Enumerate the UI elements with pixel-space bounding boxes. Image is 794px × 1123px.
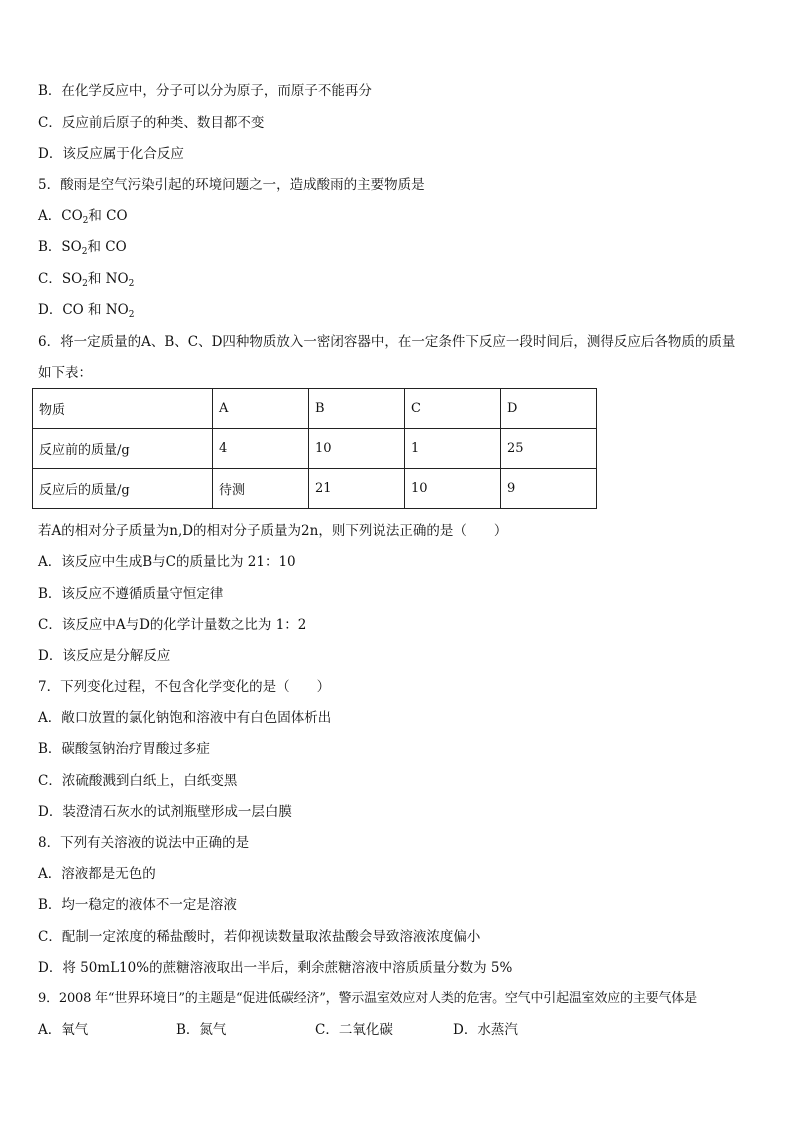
q5-option-b: B．$SO_2$和 CO bbox=[38, 239, 127, 257]
table-cell: 25 bbox=[501, 429, 597, 469]
q6-option-c: C．该反应中A与D的化学计量数之比为 1：2 bbox=[38, 617, 307, 633]
q8-option-b: B．均一稳定的液体不一定是溶液 bbox=[38, 897, 237, 913]
q6-option-a: A．该反应中生成B与C的质量比为 21：10 bbox=[38, 554, 296, 570]
table-cell: 待测 bbox=[213, 469, 309, 509]
q8-option-d: D．将 50mL10%的蔗糖溶液取出一半后，剩余蔗糖溶液中溶质质量分数为 5% bbox=[38, 960, 513, 976]
q5-option-a: A．$CO_2$和 CO bbox=[38, 208, 128, 226]
q6-stem-line2: 如下表： bbox=[38, 365, 92, 381]
q8-stem: 8．下列有关溶液的说法中正确的是 bbox=[38, 835, 250, 851]
table-cell: 1 bbox=[405, 429, 501, 469]
table-cell: 4 bbox=[213, 429, 309, 469]
table-cell: D bbox=[501, 389, 597, 429]
q9-option-c: C．二氧化碳 bbox=[315, 1022, 393, 1038]
q4-option-d: D．该反应属于化合反应 bbox=[38, 146, 184, 162]
q6-option-b: B．该反应不遵循质量守恒定律 bbox=[38, 586, 224, 602]
q7-stem: 7．下列变化过程，不包含化学变化的是（ ） bbox=[38, 679, 331, 695]
q9-option-a: A．氧气 bbox=[38, 1022, 89, 1038]
q9-option-b: B．氮气 bbox=[176, 1022, 227, 1038]
q9-option-d: D．水蒸汽 bbox=[453, 1022, 518, 1038]
table-row bbox=[33, 429, 597, 469]
table-cell: C bbox=[405, 389, 501, 429]
table-cell: 21 bbox=[309, 469, 405, 509]
q7-option-c: C．浓硫酸溅到白纸上，白纸变黑 bbox=[38, 773, 238, 789]
q6-option-d: D．该反应是分解反应 bbox=[38, 648, 171, 664]
q8-option-a: A．溶液都是无色的 bbox=[38, 866, 156, 882]
table-cell: 反应后的质量/g bbox=[33, 469, 213, 509]
q6-question: 若A的相对分子质量为n,D的相对分子质量为2n，则下列说法正确的是（ ） bbox=[38, 523, 508, 539]
table-header-row bbox=[33, 389, 597, 429]
mass-table bbox=[32, 388, 597, 509]
table-cell: 物质 bbox=[33, 389, 213, 429]
table-row bbox=[33, 469, 597, 509]
table-cell: A bbox=[213, 389, 309, 429]
q4-option-b: B．在化学反应中，分子可以分为原子，而原子不能再分 bbox=[38, 83, 372, 99]
q6-stem-line1: 6．将一定质量的A、B、C、D四种物质放入一密闭容器中，在一定条件下反应一段时间后，测得反应后各物质的质量 bbox=[38, 334, 736, 350]
table-cell: 9 bbox=[501, 469, 597, 509]
q7-option-d: D．装澄清石灰水的试剂瓶壁形成一层白膜 bbox=[38, 804, 292, 820]
q9-stem: 9．2008 年“世界环境日”的主题是“促进低碳经济”，警示温室效应对人类的危害。空气中引起温室效应的主要气体是 bbox=[38, 991, 697, 1006]
table-cell: B bbox=[309, 389, 405, 429]
q7-option-a: A．敞口放置的氯化钠饱和溶液中有白色固体析出 bbox=[38, 710, 332, 726]
q7-option-b: B．碳酸氢钠治疗胃酸过多症 bbox=[38, 741, 210, 757]
q5-option-c: C．$SO_2$和 $NO_2$ bbox=[38, 271, 135, 289]
table-cell: 10 bbox=[309, 429, 405, 469]
table-cell: 反应前的质量/g bbox=[33, 429, 213, 469]
q5-stem: 5．酸雨是空气污染引起的环境问题之一，造成酸雨的主要物质是 bbox=[38, 177, 425, 193]
q5-option-d: D．CO 和 $NO_2$ bbox=[38, 302, 135, 320]
q4-option-c: C．反应前后原子的种类、数目都不变 bbox=[38, 115, 265, 131]
q8-option-c: C．配制一定浓度的稀盐酸时，若仰视读数量取浓盐酸会导致溶液浓度偏小 bbox=[38, 929, 481, 945]
table-cell: 10 bbox=[405, 469, 501, 509]
